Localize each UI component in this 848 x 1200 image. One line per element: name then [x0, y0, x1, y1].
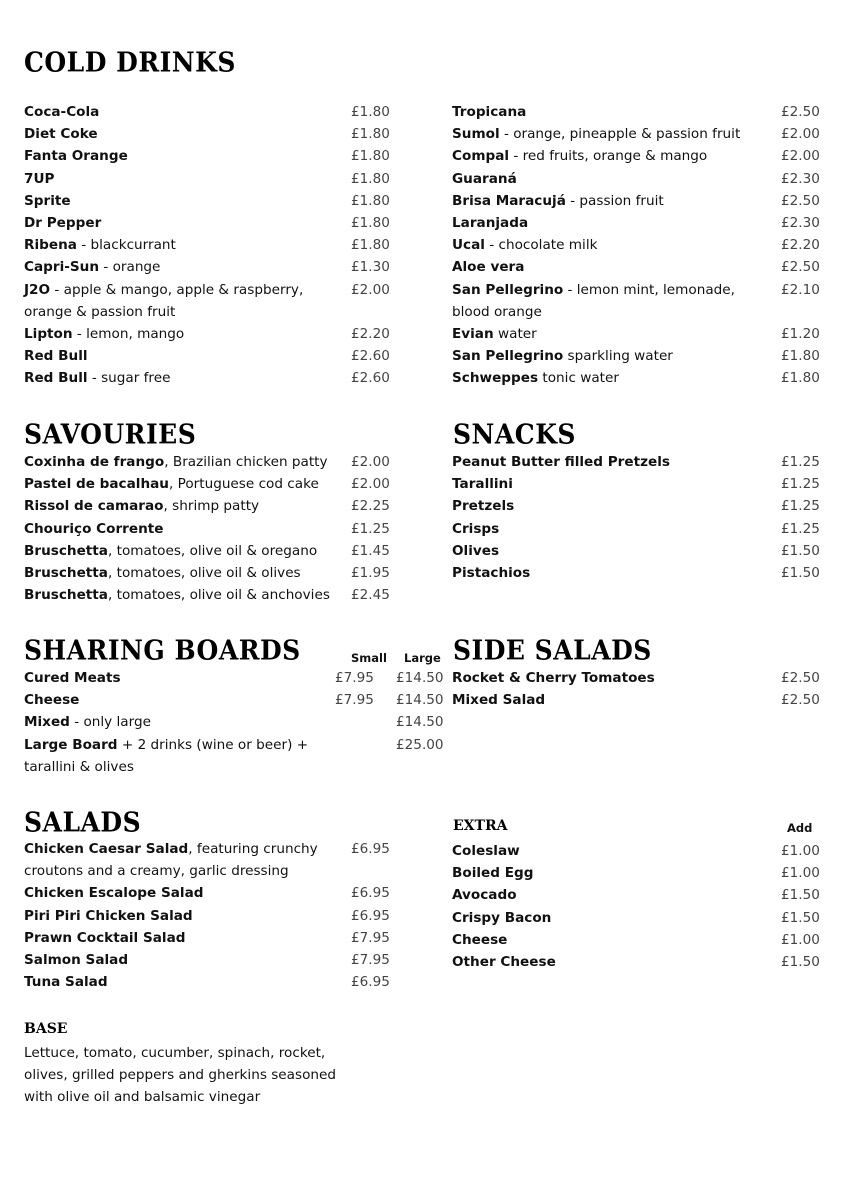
item-price: £1.25 — [781, 454, 820, 470]
item-price: £6.95 — [351, 907, 390, 924]
item-price: £1.00 — [781, 843, 820, 859]
menu-item: Compal - red fruits, orange & mango £2.00 — [452, 145, 752, 167]
cold-drinks-title: COLD DRINKS — [24, 46, 236, 78]
menu-item: Cheese £1.00 — [452, 929, 752, 951]
base-description: Lettuce, tomato, cucumber, spinach, rocket, olives, grilled peppers and gherkins seasoned with olive oil and balsamic vinegar — [24, 1045, 337, 1106]
item-price: £2.10 — [781, 281, 820, 298]
item-price: £7.95 — [351, 929, 390, 946]
item-price: £1.25 — [781, 476, 820, 493]
menu-item: Aloe vera £2.50 — [452, 256, 752, 278]
menu-item: Avocado £1.50 — [452, 884, 752, 906]
item-price: £2.60 — [351, 348, 390, 365]
item-price: £1.80 — [351, 215, 390, 232]
item-price: £2.50 — [781, 692, 820, 709]
menu-item: 7UP £1.80 — [24, 168, 334, 190]
item-price: £1.80 — [781, 370, 820, 387]
menu-item: Capri-Sun - orange £1.30 — [24, 256, 334, 278]
sharing-boards-list — [24, 667, 444, 778]
menu-item: Lipton - lemon, mango £2.20 — [24, 323, 334, 345]
cold-drinks-list-right — [452, 101, 820, 390]
menu-item: Tropicana £2.50 — [452, 101, 752, 123]
menu-item: Laranjada £2.30 — [452, 212, 752, 234]
menu-item: Boiled Egg £1.00 — [452, 862, 752, 884]
menu-item: Bruschetta, tomatoes, olive oil & anchovies £2.45 — [24, 584, 334, 606]
item-price: £1.95 — [351, 565, 390, 582]
snacks-title: SNACKS — [453, 418, 576, 450]
item-price: £2.00 — [781, 148, 820, 165]
menu-item: Crispy Bacon £1.50 — [452, 907, 752, 929]
salads-list — [24, 838, 390, 993]
menu-item: Mixed Salad £2.50 — [452, 689, 752, 711]
item-price: £1.50 — [781, 954, 820, 971]
item-price: £2.00 — [351, 454, 390, 470]
menu-item: Diet Coke £1.80 — [24, 123, 334, 145]
menu-item: Schweppes tonic water £1.80 — [452, 367, 752, 389]
item-price-large: £14.50 — [396, 692, 444, 709]
menu-item: Ribena - blackcurrant £1.80 — [24, 234, 334, 256]
menu-item: Red Bull - sugar free £2.60 — [24, 367, 334, 389]
menu-item: Cheese £7.95 £14.50 — [24, 689, 334, 711]
item-price: £1.50 — [781, 909, 820, 926]
item-price: £1.50 — [781, 542, 820, 559]
cold-drinks-list-left — [24, 101, 390, 390]
menu-item: J2O - apple & mango, apple & raspberry, orange & passion fruit £2.00 — [24, 279, 324, 323]
menu-item: Coleslaw £1.00 — [452, 840, 752, 862]
item-price: £1.50 — [781, 887, 820, 904]
item-price: £1.25 — [781, 520, 820, 537]
item-price: £2.00 — [351, 476, 390, 493]
menu-item: San Pellegrino sparkling water £1.80 — [452, 345, 752, 367]
item-price: £1.00 — [781, 931, 820, 948]
menu-item: Rissol de camarao, shrimp patty £2.25 — [24, 495, 334, 517]
savouries-list — [24, 451, 390, 606]
menu-item: Tarallini £1.25 — [452, 473, 752, 495]
item-price: £1.45 — [351, 542, 390, 559]
menu-item: Guaraná £2.30 — [452, 168, 752, 190]
item-price: £2.30 — [781, 215, 820, 232]
item-price-large: £14.50 — [396, 714, 444, 731]
menu-item: Olives £1.50 — [452, 540, 752, 562]
menu-item: Ucal - chocolate milk £2.20 — [452, 234, 752, 256]
item-price: £6.95 — [351, 974, 390, 991]
menu-item: Peanut Butter filled Pretzels £1.25 — [452, 451, 752, 473]
item-price: £2.25 — [351, 498, 390, 515]
item-price: £2.20 — [781, 237, 820, 254]
base-title: BASE — [24, 1021, 68, 1037]
item-price: £2.50 — [781, 670, 820, 686]
item-price: £1.20 — [781, 326, 820, 343]
sharing-boards-title: SHARING BOARDS — [24, 634, 301, 666]
item-price: £1.80 — [781, 348, 820, 365]
menu-item: Chicken Caesar Salad, featuring crunchy croutons and a creamy, garlic dressing £6.95 — [24, 838, 324, 882]
item-price: £2.50 — [781, 259, 820, 276]
menu-item: Mixed - only large £14.50 — [24, 711, 334, 733]
extra-title: EXTRA — [453, 818, 508, 834]
menu-item: Pretzels £1.25 — [452, 495, 752, 517]
item-price: £2.60 — [351, 370, 390, 387]
item-price: £1.80 — [351, 170, 390, 187]
extra-list — [452, 840, 820, 973]
item-price: £2.45 — [351, 587, 390, 604]
item-price-large: £14.50 — [396, 670, 444, 686]
snacks-list — [452, 451, 820, 584]
menu-item: Pistachios £1.50 — [452, 562, 752, 584]
item-price: £1.00 — [781, 865, 820, 882]
add-column-label: Add — [787, 821, 813, 835]
menu-item: Other Cheese £1.50 — [452, 951, 752, 973]
side-salads-list — [452, 667, 820, 711]
menu-item: Fanta Orange £1.80 — [24, 145, 334, 167]
menu-item: Large Board + 2 drinks (wine or beer) + tarallini & olives £25.00 — [24, 734, 314, 778]
menu-item: Piri Piri Chicken Salad £6.95 — [24, 905, 334, 927]
menu-item: Salmon Salad £7.95 — [24, 949, 334, 971]
menu-item: Crisps £1.25 — [452, 518, 752, 540]
item-price: £2.20 — [351, 326, 390, 343]
item-price: £6.95 — [351, 841, 390, 857]
item-price: £1.25 — [351, 520, 390, 537]
item-price-small: £7.95 — [335, 692, 374, 709]
menu-item: Bruschetta, tomatoes, olive oil & oregano £1.45 — [24, 540, 334, 562]
menu-item: Chicken Escalope Salad £6.95 — [24, 882, 334, 904]
item-price: £1.80 — [351, 237, 390, 254]
menu-item: Evian water £1.20 — [452, 323, 752, 345]
menu-item: Tuna Salad £6.95 — [24, 971, 334, 993]
item-price-large: £25.00 — [396, 736, 444, 753]
item-price: £2.50 — [781, 104, 820, 120]
menu-item: Dr Pepper £1.80 — [24, 212, 334, 234]
salads-title: SALADS — [24, 806, 142, 838]
menu-item: Pastel de bacalhau, Portuguese cod cake £2.00 — [24, 473, 334, 495]
menu-item: Brisa Maracujá - passion fruit £2.50 — [452, 190, 752, 212]
menu-item: Red Bull £2.60 — [24, 345, 334, 367]
item-price: £1.25 — [781, 498, 820, 515]
small-column-label: Small — [351, 651, 387, 665]
menu-item: San Pellegrino - lemon mint, lemonade, blood orange £2.10 — [452, 279, 742, 323]
item-price: £1.80 — [351, 148, 390, 165]
item-price: £2.00 — [781, 126, 820, 143]
item-price: £1.80 — [351, 192, 390, 209]
item-price-small: £7.95 — [335, 670, 374, 686]
menu-item: Bruschetta, tomatoes, olive oil & olives £1.95 — [24, 562, 334, 584]
item-price: £2.00 — [351, 281, 390, 298]
item-price: £1.50 — [781, 565, 820, 582]
item-price: £2.50 — [781, 192, 820, 209]
savouries-title: SAVOURIES — [24, 418, 197, 450]
menu-item: Chouriço Corrente £1.25 — [24, 518, 334, 540]
menu-item: Rocket & Cherry Tomatoes £2.50 — [452, 667, 752, 689]
item-price: £1.80 — [351, 126, 390, 143]
menu-item: Coxinha de frango, Brazilian chicken patty £2.00 — [24, 451, 334, 473]
item-price: £7.95 — [351, 952, 390, 969]
item-price: £2.30 — [781, 170, 820, 187]
side-salads-title: SIDE SALADS — [453, 634, 652, 666]
menu-item: Coca-Cola £1.80 — [24, 101, 334, 123]
menu-item: Cured Meats £7.95 £14.50 — [24, 667, 334, 689]
item-price: £1.80 — [351, 104, 390, 120]
item-price: £6.95 — [351, 885, 390, 902]
large-column-label: Large — [404, 651, 441, 665]
menu-item: Sumol - orange, pineapple & passion fruit £2.00 — [452, 123, 752, 145]
menu-item: Sprite £1.80 — [24, 190, 334, 212]
menu-item: Prawn Cocktail Salad £7.95 — [24, 927, 334, 949]
item-price: £1.30 — [351, 259, 390, 276]
